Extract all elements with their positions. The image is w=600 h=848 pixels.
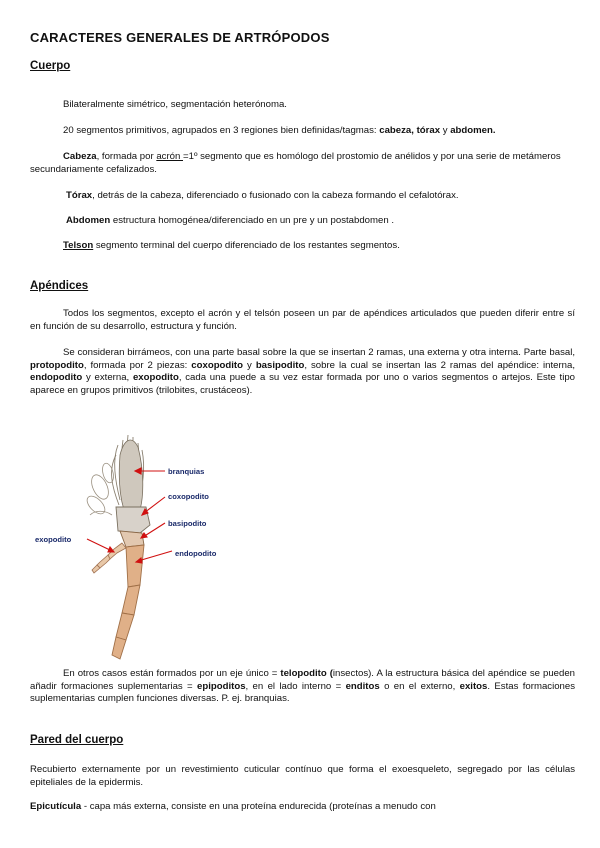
cuerpo-paragraph-1: Bilateralmente simétrico, segmentación heterónoma.	[63, 99, 287, 110]
section-heading-apendices: Apéndices	[30, 280, 89, 292]
pared-paragraph-1: Recubierto externamente por un revestimiento cuticular contínuo que forma el exoesqueleto, segregado por las células epiteliales de la epidermis.	[30, 764, 575, 788]
epipod-loops	[84, 462, 115, 517]
apendices-paragraph-2: Se consideran birrámeos, con una parte basal sobre la que se insertan 2 ramas, una externa y otra interna. Parte basal, protopodito, formada por 2 piezas: coxopodito y basipodito, sobre la cual se insertan las 2 ramas del apéndice: interna, endopodito y externa, exopodito, cada una puede a su vez estar formada por uno o varios segmentos o artejos. Este tipo aparece en grupos primitivos (trilobites, crustáceos).	[30, 347, 575, 396]
label-endopodito: endopodito	[175, 549, 217, 558]
apendices-paragraph-3: En otros casos están formados por un eje único = telopodito (insectos). A la estructura básica del apéndice se pueden añadir formaciones suplementarias = epipoditos, en el lado interno = enditos o en el externo, exitos. Estas formaciones suplementarias cumplen funciones diversas. P. ej. branquias.	[30, 668, 576, 705]
section-heading-cuerpo: Cuerpo	[30, 60, 71, 72]
label-coxopodito: coxopodito	[168, 492, 209, 501]
cuerpo-paragraph-5: Abdomen estructura homogénea/diferenciado en un pre y un postabdomen .	[66, 215, 394, 226]
pared-paragraph-2: Epicutícula - capa más externa, consiste en una proteína endurecida (proteínas a menudo con	[30, 801, 436, 812]
cuerpo-paragraph-6: Telson segmento terminal del cuerpo diferenciado de los restantes segmentos.	[63, 240, 400, 251]
page-title: CARACTERES GENERALES DE ARTRÓPODOS	[30, 30, 330, 45]
gill-mass	[119, 440, 143, 510]
cuerpo-paragraph-2: 20 segmentos primitivos, agrupados en 3 regiones bien definidas/tagmas: cabeza, tórax y abdomen.	[63, 125, 496, 136]
exopodite-shape	[92, 543, 126, 573]
cuerpo-paragraph-3: Cabeza, formada por acrón =1º segmento que es homólogo del prostomio de anélidos y por una serie de metámeros secundariamente cefalizados.	[30, 151, 561, 175]
cuerpo-paragraph-4: Tórax, detrás de la cabeza, diferenciado o fusionado con la cabeza formando el cefalotórax.	[66, 190, 459, 201]
apendices-paragraph-1: Todos los segmentos, excepto el acrón y el telsón poseen un par de apéndices articulados que pueden diferir entre sí en función de su desarrollo, estructura y función.	[30, 308, 575, 332]
section-heading-pared: Pared del cuerpo	[30, 734, 124, 746]
label-branquias: branquias	[168, 467, 205, 476]
label-basipodito: basipodito	[168, 519, 207, 528]
label-exopodito: exopodito	[35, 535, 72, 544]
appendage-figure	[20, 425, 260, 665]
